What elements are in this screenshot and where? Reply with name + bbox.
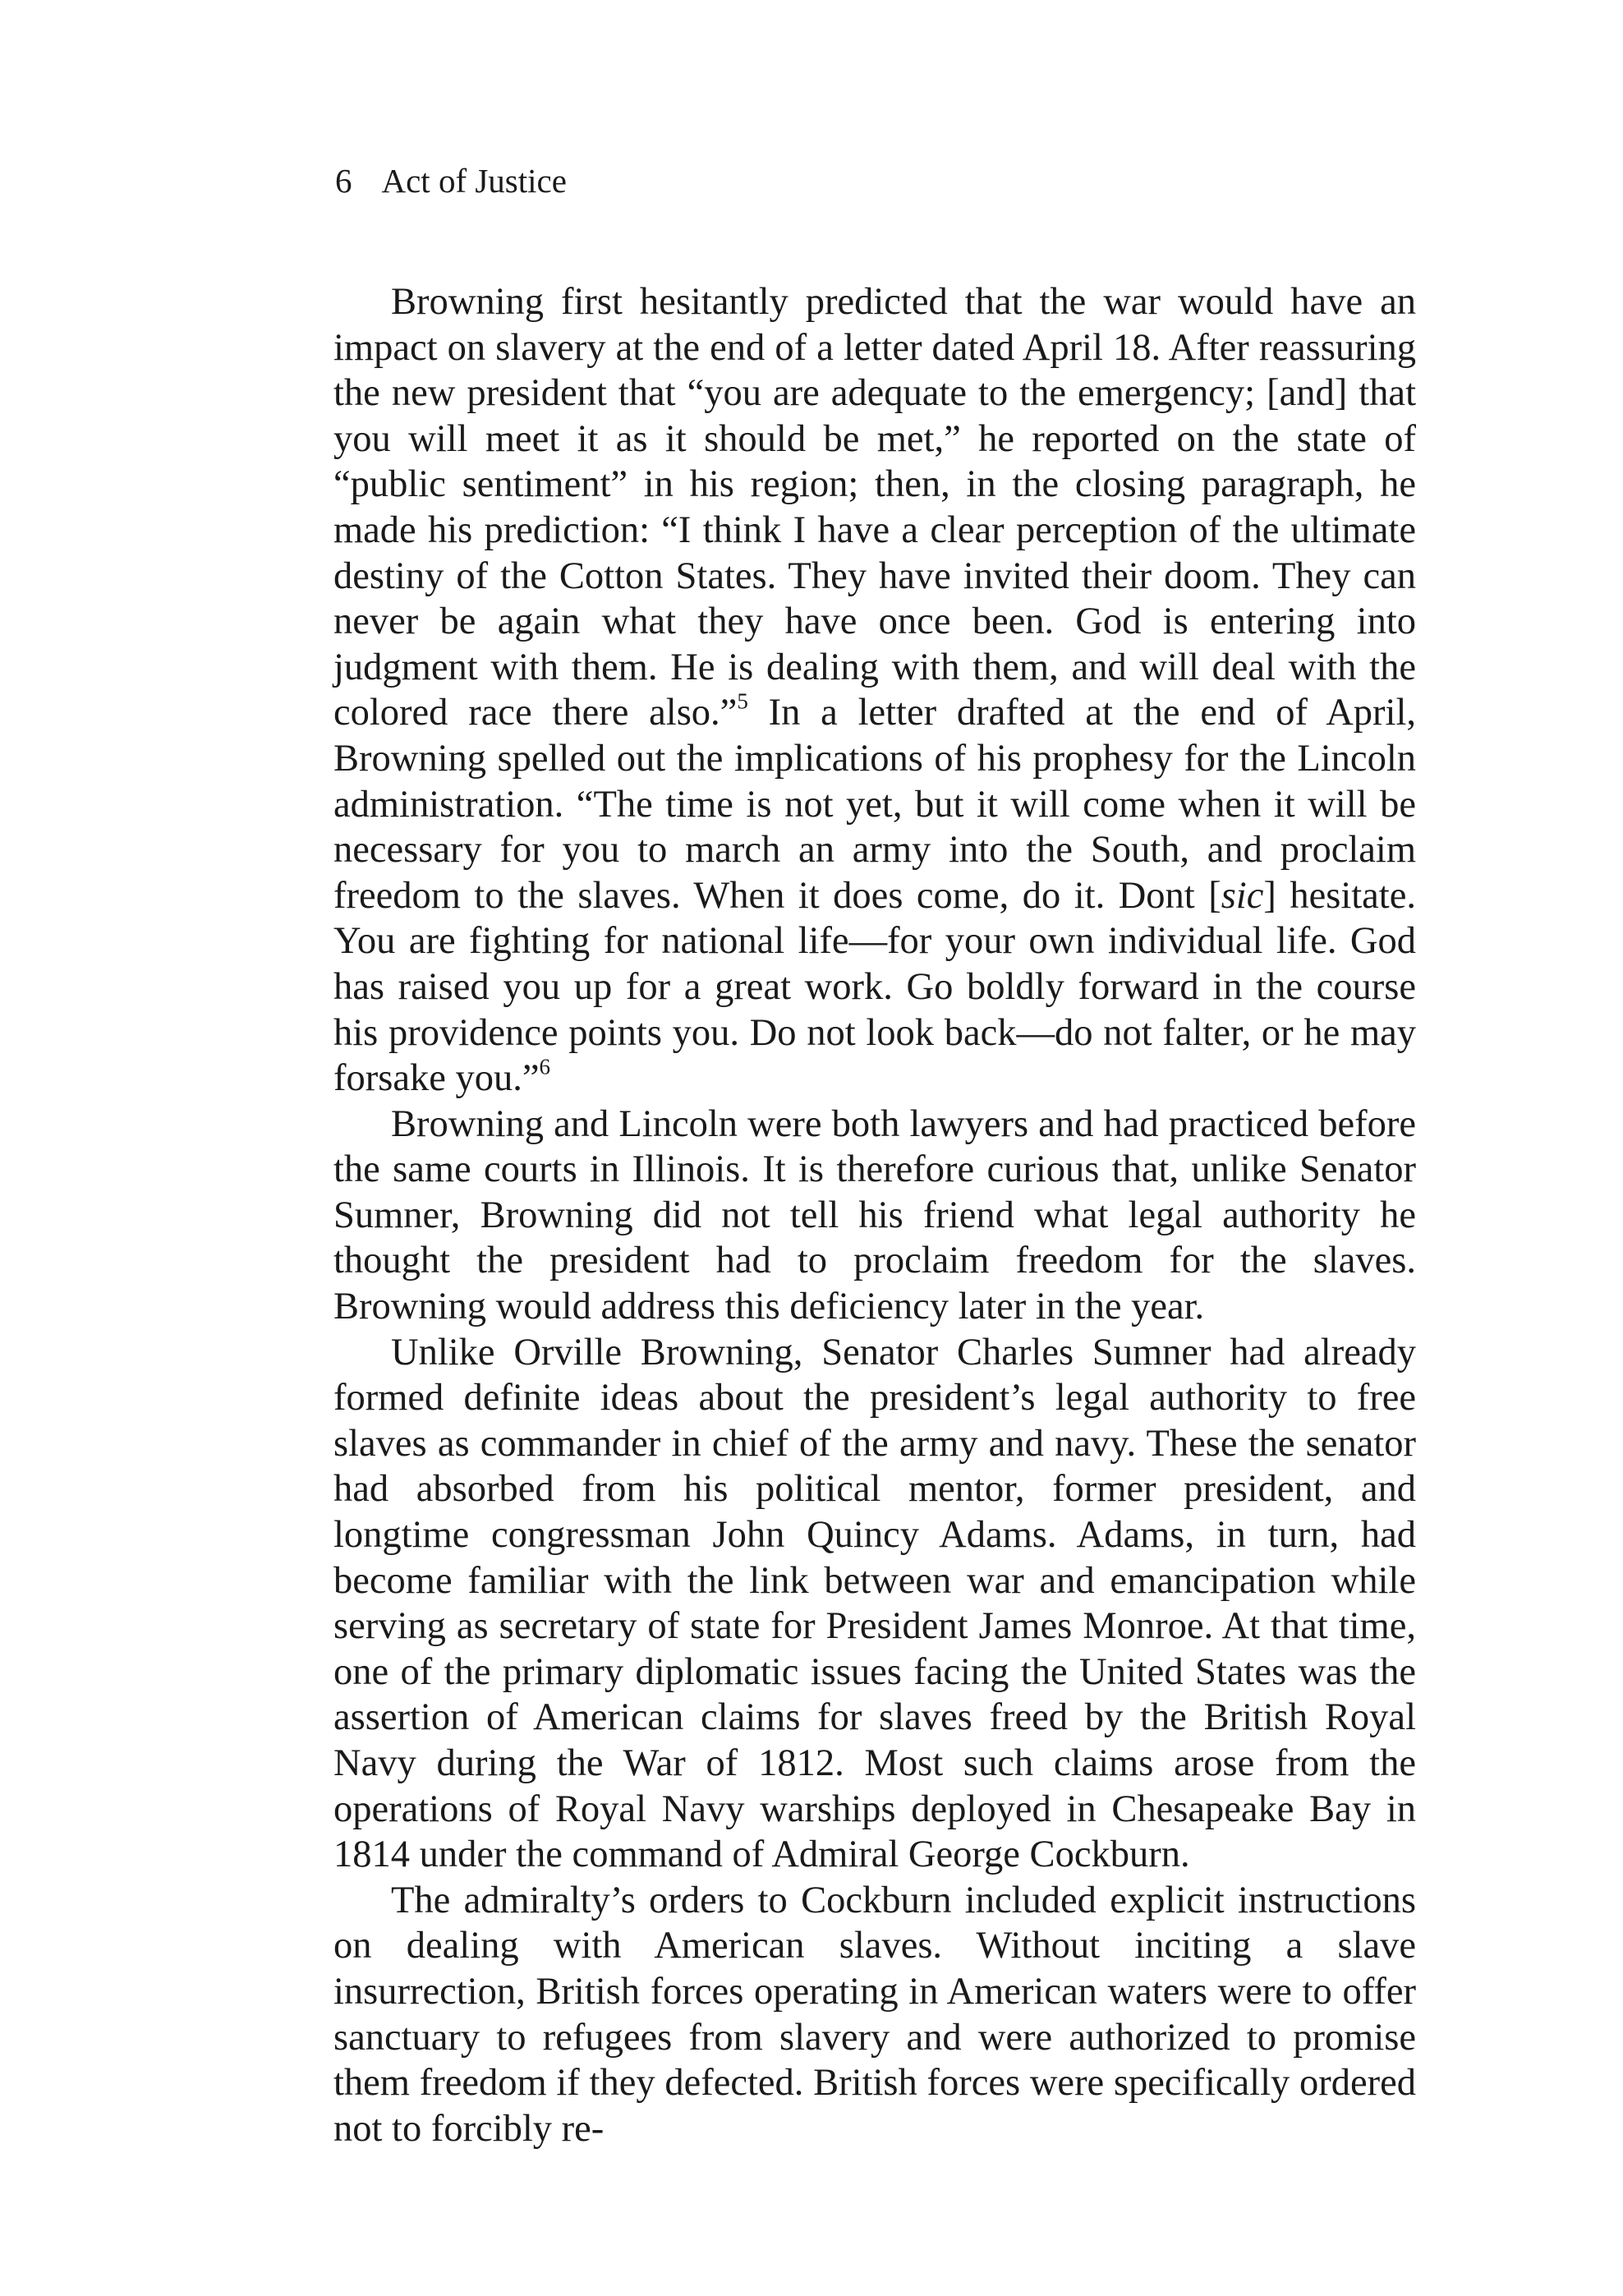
text-run: ] hesitate. You are fighting for national life—for your own individual life. God has raised you up for a great work. Go boldly forward in the course his providence points you. Do not look back—do not falter, or he may forsake you.” (333, 874, 1416, 1100)
italic-text: sic (1221, 874, 1264, 917)
footnote-marker: 5 (737, 688, 748, 714)
text-run: Unlike Orville Browning, Senator Charles Sumner had already formed definite ideas about the president’s legal authority to free slaves as commander in chief of the army and navy. These the senator had absorbed from his political mentor, former president, and longtime congressman John Quincy Adams. Adams, in turn, had become familiar with the link between war and emancipation while serving as secretary of state for President James Monroe. At that time, one of the primary diplomatic issues facing the United States was the assertion of American claims for slaves freed by the British Royal Navy during the War of 1812. Most such claims arose from the operations of Royal Navy warships deployed in Chesapeake Bay in 1814 under the command of Admiral George Cockburn. (333, 1331, 1416, 1876)
paragraph (333, 279, 1416, 1102)
page-number: 6 (335, 162, 352, 200)
text-run: The admiralty’s orders to Cockburn included explicit instructions on dealing with American slaves. Without inciting a slave insurrection, British forces operating in American waters were to offer sanctuary to refugees from slavery and were authorized to promise them freedom if they defected. British forces were specifically ordered not to forcibly re- (333, 1879, 1416, 2150)
running-head (335, 158, 567, 204)
text-run: In a letter drafted at the end of April, Browning spelled out the implications of his prophesy for the Lincoln administration. “The time is not yet, but it will come when it will be necessary for you to march an army into the South, and proclaim freedom to the slaves. When it does come, do it. Dont [ (333, 692, 1416, 917)
running-head-title: Act of Justice (381, 162, 567, 200)
body-text (333, 279, 1416, 2151)
paragraph (333, 1878, 1416, 2152)
footnote-marker: 6 (539, 1054, 550, 1079)
paragraph (333, 1102, 1416, 1330)
text-run: Browning and Lincoln were both lawyers and had practiced before the same courts in Illinois. It is therefore curious that, unlike Senator Sumner, Browning did not tell his friend what legal authority he thought the president had to proclaim freedom for the slaves. Browning would address this deficiency later in the year. (333, 1102, 1416, 1328)
paragraph (333, 1330, 1416, 1878)
text-run: Browning first hesitantly predicted that the war would have an impact on slavery at the end of a letter dated April 18. After reassuring the new president that “you are adequate to the emergency; [and] that you will meet it as it should be met,” he reported on the state of “public sentiment” in his region; then, in the closing paragraph, he made his prediction: “I think I have a clear perception of the ultimate destiny of the Cotton States. They have invited their doom. They can never be again what they have once been. God is entering into judgment with them. He is dealing with them, and will deal with the colored race there also.” (333, 281, 1416, 734)
